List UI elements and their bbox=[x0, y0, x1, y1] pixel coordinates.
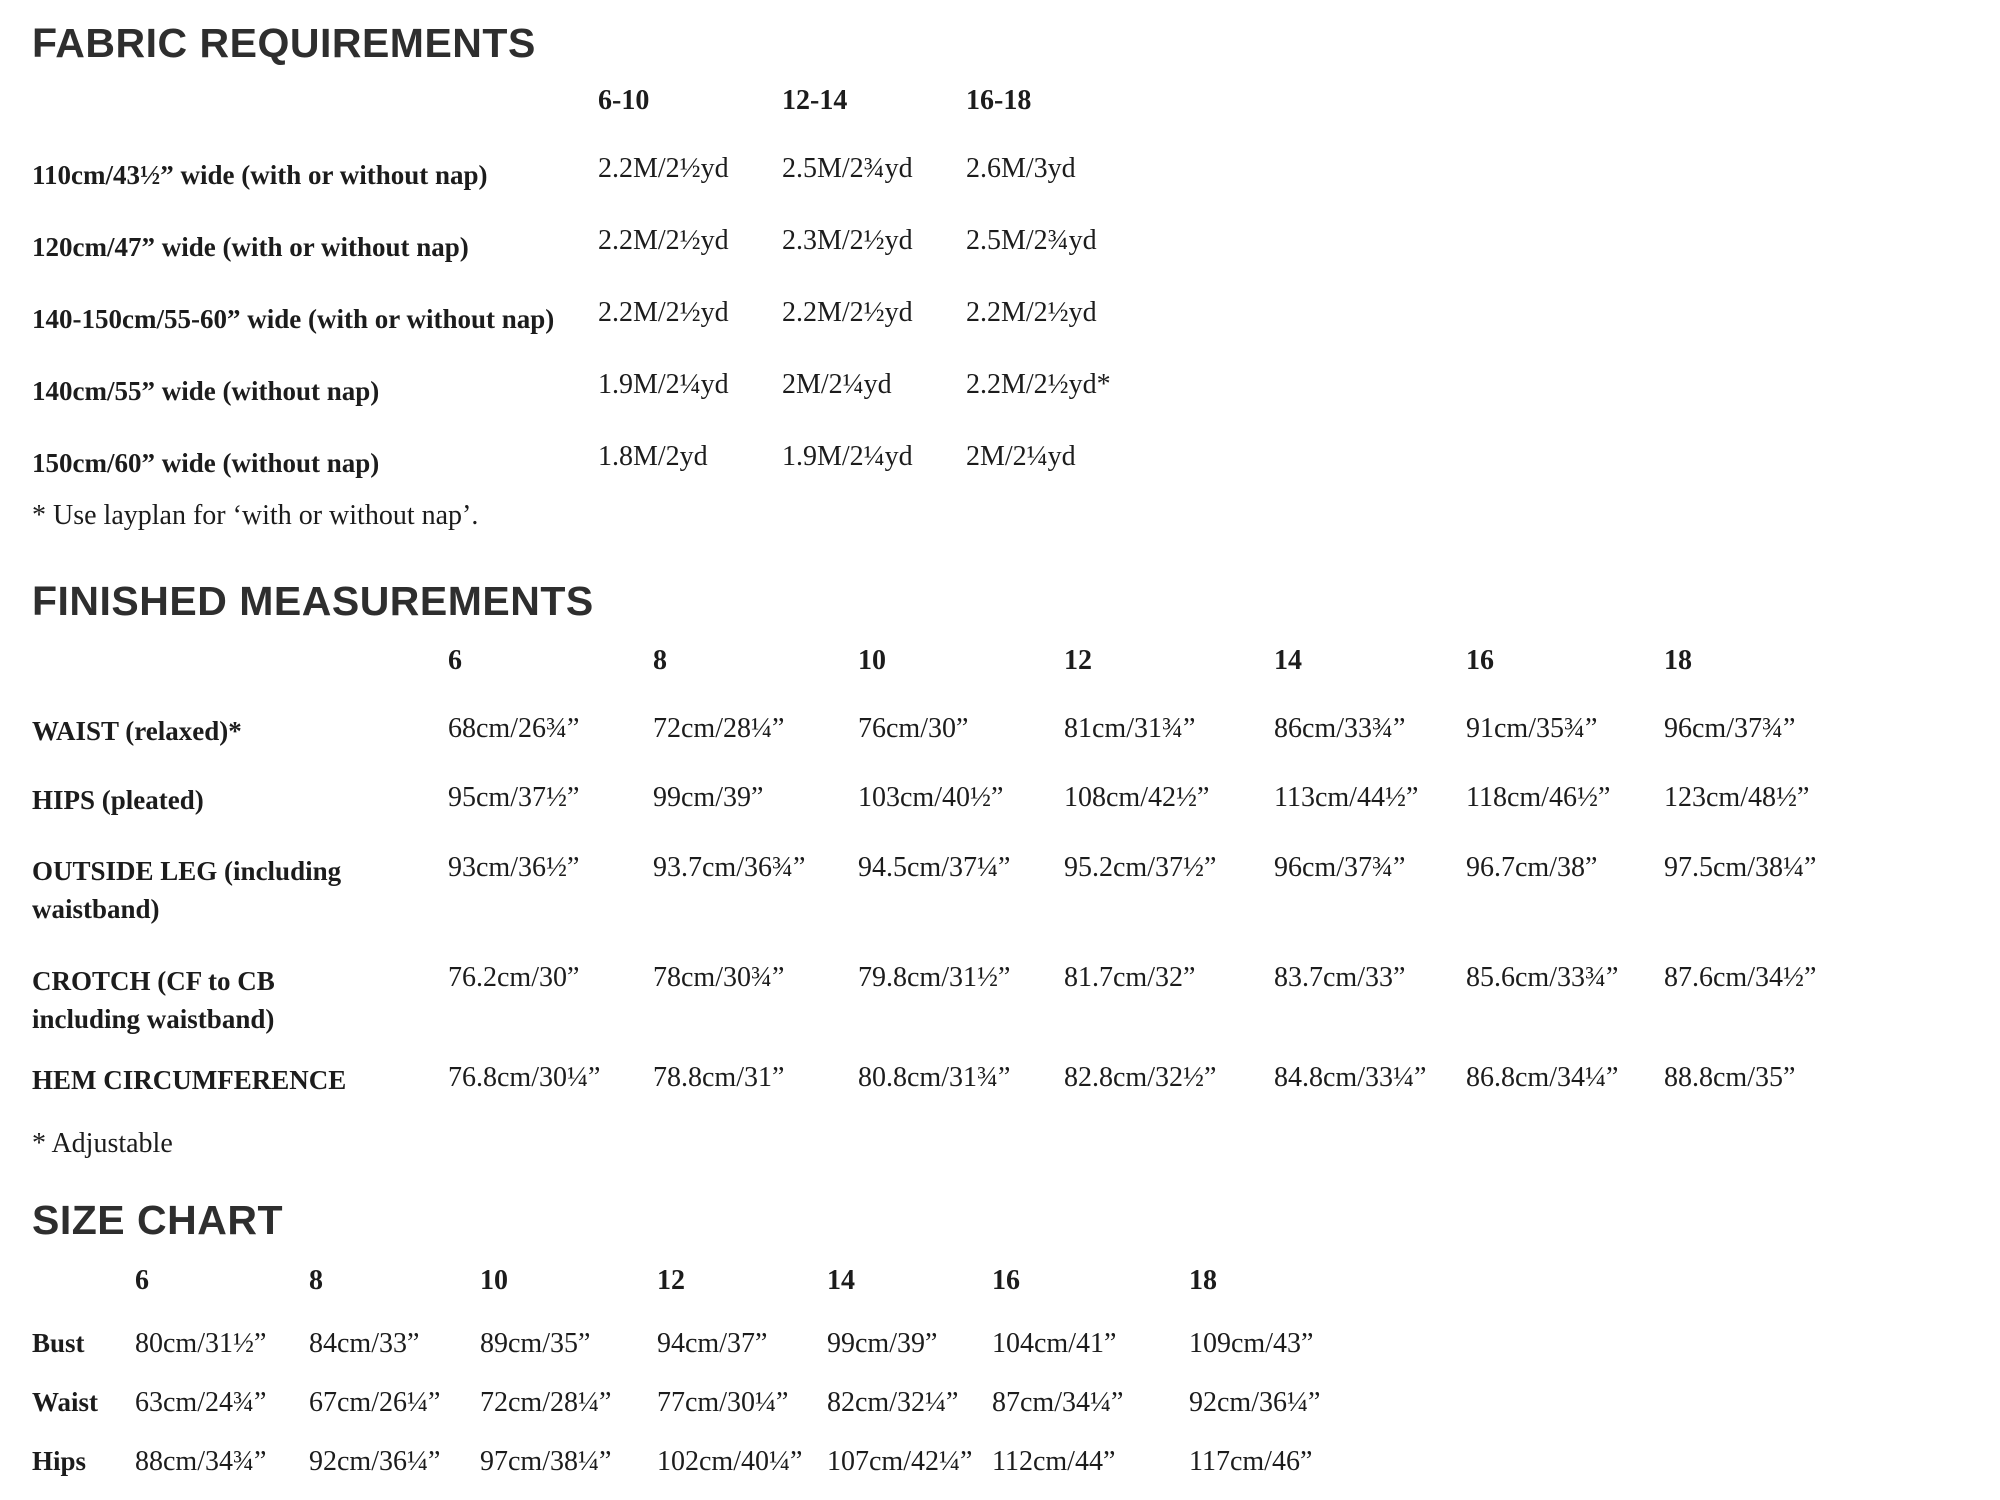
measurement-value: 80.8cm/31¾” bbox=[858, 1062, 1011, 1093]
fabric-row-label: 140cm/55” wide (without nap) bbox=[32, 376, 380, 406]
body-measurement-label: Waist bbox=[32, 1387, 99, 1417]
measurement-value: 95.2cm/37½” bbox=[1064, 852, 1217, 883]
body-measurement-value: 84cm/33” bbox=[309, 1328, 420, 1359]
fabric-yardage-value: 1.8M/2yd bbox=[598, 441, 708, 472]
measurement-value: 86cm/33¾” bbox=[1274, 713, 1406, 744]
measurement-value: 91cm/35¾” bbox=[1466, 713, 1598, 744]
measurement-row-label: WAIST (relaxed)* bbox=[32, 716, 242, 746]
measurement-row-label: HEM CIRCUMFERENCE bbox=[32, 1065, 347, 1095]
measurement-value: 123cm/48½” bbox=[1664, 782, 1810, 813]
measurement-value: 82.8cm/32½” bbox=[1064, 1062, 1217, 1093]
fabric-yardage-value: 1.9M/2¼yd bbox=[782, 441, 913, 472]
fabric-yardage-value: 2M/2¼yd bbox=[966, 441, 1076, 472]
fabric-yardage-value: 2M/2¼yd bbox=[782, 369, 892, 400]
body-measurement-value: 107cm/42¼” bbox=[827, 1446, 973, 1477]
body-measurement-value: 77cm/30¼” bbox=[657, 1387, 789, 1418]
body-measurement-value: 72cm/28¼” bbox=[480, 1387, 612, 1418]
fabric-yardage-value: 2.5M/2¾yd bbox=[966, 225, 1097, 256]
size-header-8: 8 bbox=[309, 1265, 323, 1296]
measurement-value: 85.6cm/33¾” bbox=[1466, 962, 1619, 993]
size-chart-title: SIZE CHART bbox=[32, 1197, 283, 1243]
body-measurement-value: 87cm/34¼” bbox=[992, 1387, 1124, 1418]
measurement-value: 97.5cm/38¼” bbox=[1664, 852, 1817, 883]
size-header-6: 6 bbox=[448, 645, 462, 676]
fabric-row-label: 120cm/47” wide (with or without nap) bbox=[32, 232, 469, 262]
fabric-yardage-value: 2.2M/2½yd bbox=[598, 225, 729, 256]
fabric-row-label: 110cm/43½” wide (with or without nap) bbox=[32, 160, 488, 190]
body-measurement-value: 89cm/35” bbox=[480, 1328, 591, 1359]
fabric-yardage-value: 1.9M/2¼yd bbox=[598, 369, 729, 400]
body-measurement-value: 82cm/32¼” bbox=[827, 1387, 959, 1418]
measurement-value: 93cm/36½” bbox=[448, 852, 580, 883]
body-measurement-value: 99cm/39” bbox=[827, 1328, 938, 1359]
body-measurement-value: 63cm/24¾” bbox=[135, 1387, 267, 1418]
size-header-6: 6 bbox=[135, 1265, 149, 1296]
body-measurement-value: 88cm/34¾” bbox=[135, 1446, 267, 1477]
measurement-value: 81cm/31¾” bbox=[1064, 713, 1196, 744]
body-measurement-value: 112cm/44” bbox=[992, 1446, 1116, 1477]
body-measurement-label: Hips bbox=[32, 1446, 87, 1476]
measurement-value: 87.6cm/34½” bbox=[1664, 962, 1817, 993]
measurement-value: 76cm/30” bbox=[858, 713, 969, 744]
finished-measurements-title: FINISHED MEASUREMENTS bbox=[32, 578, 594, 624]
measurement-value: 108cm/42½” bbox=[1064, 782, 1210, 813]
size-header-16: 16 bbox=[1466, 645, 1494, 676]
fabric-yardage-value: 2.2M/2½yd bbox=[598, 153, 729, 184]
body-measurement-value: 117cm/46” bbox=[1189, 1446, 1313, 1477]
fabric-yardage-value: 2.2M/2½yd bbox=[782, 297, 913, 328]
size-header-12: 12 bbox=[657, 1265, 685, 1296]
body-measurement-value: 94cm/37” bbox=[657, 1328, 768, 1359]
fabric-yardage-value: 2.3M/2½yd bbox=[782, 225, 913, 256]
size-header-10: 10 bbox=[480, 1265, 508, 1296]
size-header-16: 16 bbox=[992, 1265, 1020, 1296]
measurement-value: 99cm/39” bbox=[653, 782, 764, 813]
body-measurement-value: 80cm/31½” bbox=[135, 1328, 267, 1359]
measurement-value: 96cm/37¾” bbox=[1274, 852, 1406, 883]
measurement-row-label: HIPS (pleated) bbox=[32, 785, 204, 815]
fabric-yardage-value: 2.2M/2½yd bbox=[598, 297, 729, 328]
body-measurement-value: 102cm/40¼” bbox=[657, 1446, 803, 1477]
measurement-value: 96.7cm/38” bbox=[1466, 852, 1598, 883]
measurement-value: 78.8cm/31” bbox=[653, 1062, 785, 1093]
measurement-value: 95cm/37½” bbox=[448, 782, 580, 813]
body-measurement-value: 104cm/41” bbox=[992, 1328, 1117, 1359]
layplan-footnote: * Use layplan for ‘with or without nap’. bbox=[32, 500, 479, 531]
size-header-14: 14 bbox=[827, 1265, 855, 1296]
measurement-value: 86.8cm/34¼” bbox=[1466, 1062, 1619, 1093]
body-measurement-value: 109cm/43” bbox=[1189, 1328, 1314, 1359]
measurement-value: 113cm/44½” bbox=[1274, 782, 1419, 813]
size-range-header-6-10: 6-10 bbox=[598, 85, 650, 116]
measurement-value: 78cm/30¾” bbox=[653, 962, 785, 993]
measurement-value: 72cm/28¼” bbox=[653, 713, 785, 744]
fabric-row-label: 150cm/60” wide (without nap) bbox=[32, 448, 380, 478]
size-header-18: 18 bbox=[1664, 645, 1692, 676]
measurement-value: 79.8cm/31½” bbox=[858, 962, 1011, 993]
measurement-value: 83.7cm/33” bbox=[1274, 962, 1406, 993]
fabric-yardage-value: 2.2M/2½yd* bbox=[966, 369, 1111, 400]
fabric-requirements-title: FABRIC REQUIREMENTS bbox=[32, 20, 536, 66]
size-header-18: 18 bbox=[1189, 1265, 1217, 1296]
measurement-row-label: CROTCH (CF to CB including waistband) bbox=[32, 966, 275, 1034]
measurement-row-label: OUTSIDE LEG (including waistband) bbox=[32, 856, 342, 924]
size-header-8: 8 bbox=[653, 645, 667, 676]
fabric-yardage-value: 2.2M/2½yd bbox=[966, 297, 1097, 328]
measurement-value: 103cm/40½” bbox=[858, 782, 1004, 813]
measurement-value: 94.5cm/37¼” bbox=[858, 852, 1011, 883]
measurement-value: 81.7cm/32” bbox=[1064, 962, 1196, 993]
measurement-value: 76.2cm/30” bbox=[448, 962, 580, 993]
size-range-header-12-14: 12-14 bbox=[782, 85, 848, 116]
body-measurement-value: 67cm/26¼” bbox=[309, 1387, 441, 1418]
body-measurement-value: 92cm/36¼” bbox=[309, 1446, 441, 1477]
measurement-value: 76.8cm/30¼” bbox=[448, 1062, 601, 1093]
fabric-yardage-value: 2.5M/2¾yd bbox=[782, 153, 913, 184]
adjustable-footnote: * Adjustable bbox=[32, 1128, 173, 1159]
fabric-yardage-value: 2.6M/3yd bbox=[966, 153, 1076, 184]
size-header-10: 10 bbox=[858, 645, 886, 676]
size-range-header-16-18: 16-18 bbox=[966, 85, 1032, 116]
measurement-value: 84.8cm/33¼” bbox=[1274, 1062, 1427, 1093]
measurement-value: 96cm/37¾” bbox=[1664, 713, 1796, 744]
measurement-value: 93.7cm/36¾” bbox=[653, 852, 806, 883]
measurement-value: 68cm/26¾” bbox=[448, 713, 580, 744]
size-header-12: 12 bbox=[1064, 645, 1092, 676]
size-header-14: 14 bbox=[1274, 645, 1302, 676]
body-measurement-value: 97cm/38¼” bbox=[480, 1446, 612, 1477]
fabric-row-label: 140-150cm/55-60” wide (with or without nap) bbox=[32, 304, 555, 334]
measurement-value: 118cm/46½” bbox=[1466, 782, 1611, 813]
body-measurement-value: 92cm/36¼” bbox=[1189, 1387, 1321, 1418]
body-measurement-label: Bust bbox=[32, 1328, 85, 1358]
measurement-value: 88.8cm/35” bbox=[1664, 1062, 1796, 1093]
